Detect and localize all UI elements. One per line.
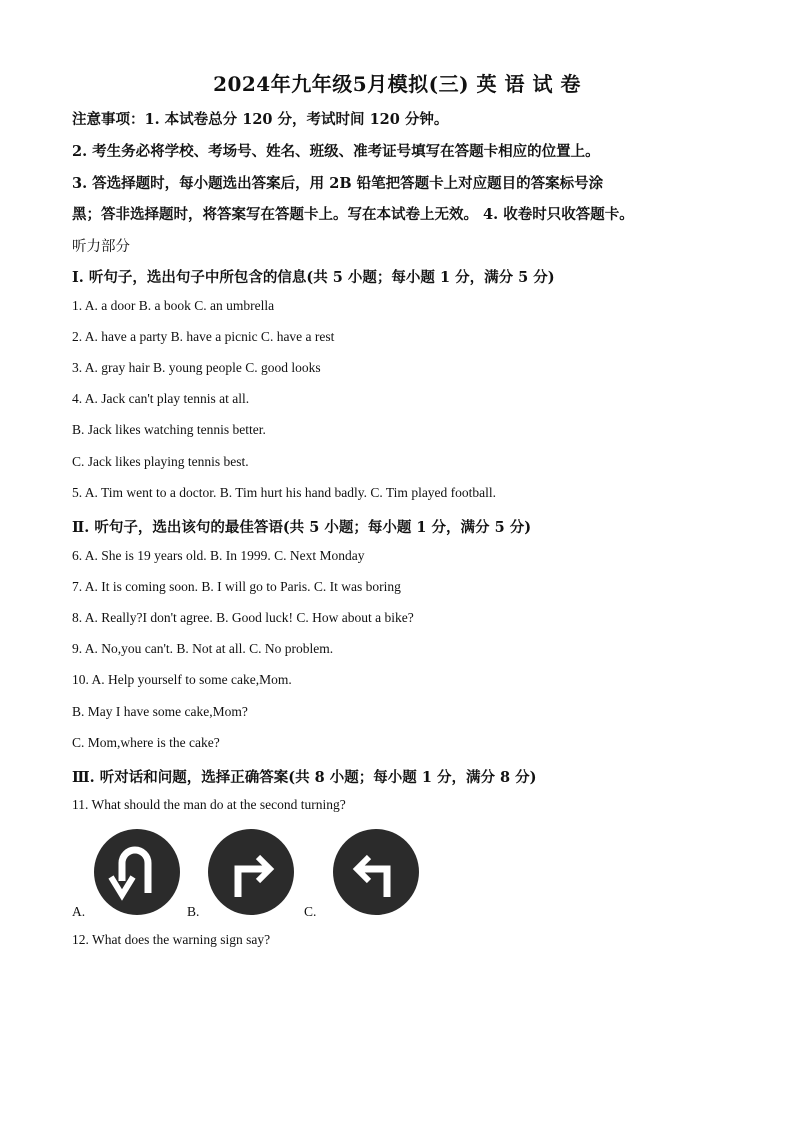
question-line: B. Jack likes watching tennis better. bbox=[72, 422, 266, 437]
question-line: B. May I have some cake,Mom? bbox=[72, 704, 248, 719]
section2-heading: Ⅱ. 听句子，选出该句的最佳答语(共 5 小题；每小题 1 分，满分 5 分) bbox=[72, 519, 532, 536]
turn-right-arrow-icon bbox=[208, 829, 294, 915]
question-line: 2. A. have a party B. have a picnic C. have a rest bbox=[72, 329, 335, 344]
section1-heading: I. 听句子，选出句子中所包含的信息(共 5 小题；每小题 1 分，满分 5 分) bbox=[72, 269, 555, 286]
question-line: 10. A. Help yourself to some cake,Mom. bbox=[72, 672, 292, 687]
notes-line-1: 注意事项：1. 本试卷总分 120 分，考试时间 120 分钟。 bbox=[72, 111, 449, 128]
listening-heading: 听力部分 bbox=[72, 239, 130, 255]
notes-line-3: 3. 答选择题时，每小题选出答案后，用 2B 铅笔把答题卡上对应题目的答案标号涂 bbox=[72, 175, 604, 192]
question-line: C. Jack likes playing tennis best. bbox=[72, 454, 249, 469]
question-line: 6. A. She is 19 years old. B. In 1999. C. Next Monday bbox=[72, 548, 365, 563]
question-line: 9. A. No,you can't. B. Not at all. C. No problem. bbox=[72, 641, 334, 656]
question-line: C. Mom,where is the cake? bbox=[72, 735, 220, 750]
option-b-label: B. bbox=[187, 904, 200, 919]
exam-title: 2024年九年级5月模拟(三) 英 语 试 卷 bbox=[213, 72, 581, 96]
turn-left-arrow-icon bbox=[333, 829, 419, 915]
notes-line-4: 黑；答非选择题时，将答案写在答题卡上。写在本试卷上无效。 4. 收卷时只收答题卡。 bbox=[72, 206, 634, 223]
section3-heading: Ⅲ. 听对话和问题，选择正确答案(共 8 小题；每小题 1 分，满分 8 分) bbox=[72, 769, 537, 786]
question-line: 4. A. Jack can't play tennis at all. bbox=[72, 391, 250, 406]
question-line: 7. A. It is coming soon. B. I will go to Paris. C. It was boring bbox=[72, 579, 401, 594]
question-line: 8. A. Really?I don't agree. B. Good luck! C. How about a bike? bbox=[72, 610, 414, 625]
option-a-label: A. bbox=[72, 904, 86, 919]
notes-line-2: 2. 考生务必将学校、考场号、姓名、班级、准考证号填写在答题卡相应的位置上。 bbox=[72, 143, 600, 160]
question-11: 11. What should the man do at the second turning? bbox=[72, 797, 346, 812]
question-line: 1. A. a door B. a book C. an umbrella bbox=[72, 298, 275, 313]
option-c-label: C. bbox=[304, 904, 317, 919]
question-line: 3. A. gray hair B. young people C. good looks bbox=[72, 360, 321, 375]
question-12: 12. What does the warning sign say? bbox=[72, 932, 271, 947]
u-turn-arrow-icon bbox=[94, 829, 180, 915]
question-line: 5. A. Tim went to a doctor. B. Tim hurt his hand badly. C. Tim played football. bbox=[72, 485, 497, 500]
